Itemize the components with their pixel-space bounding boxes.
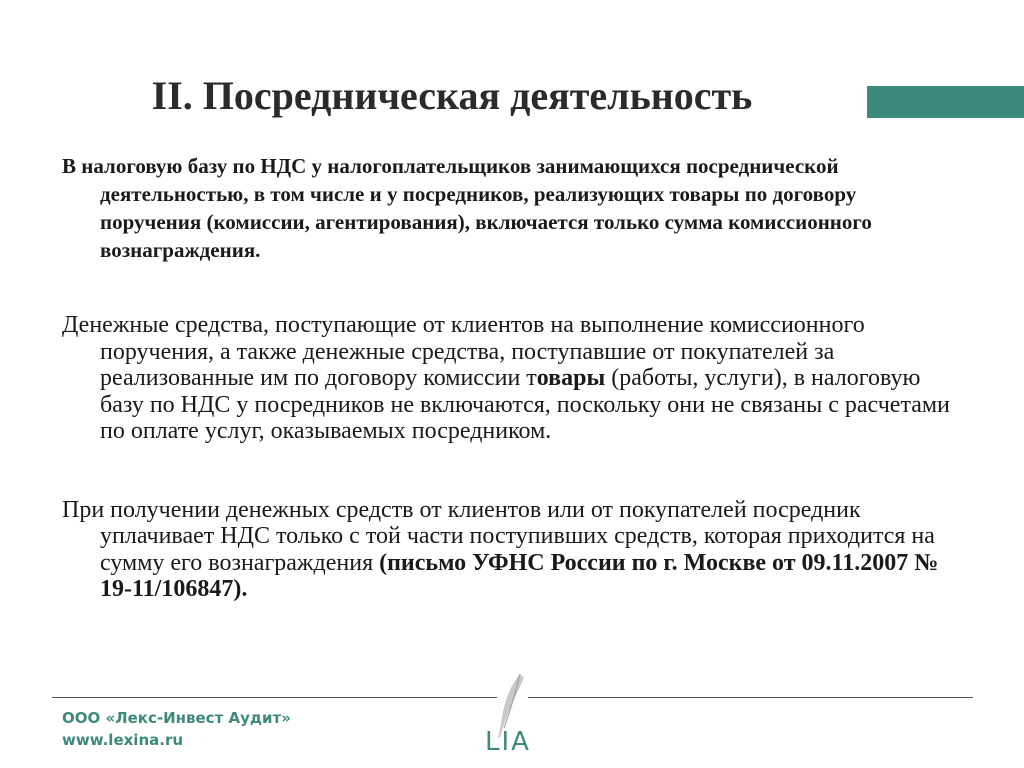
title-accent-bar (867, 86, 1024, 118)
lia-logo-text: LIA (485, 727, 531, 757)
footer-company-block (62, 707, 291, 751)
footer-company-name: ООО «Лекс-Инвест Аудит» (62, 709, 291, 727)
paragraph-vat-payment-text: При получении денежных средств от клиентов или от покупателей посредник уплачивает НДС только с той части поступивших средств, которая приходится на сумму его вознаграждения (62, 496, 935, 576)
footer-website-link[interactable]: www.lexina.ru (62, 731, 184, 749)
paragraph-funds-excluded-text-a: Денежные средства, поступающие от клиентов на выполнение комиссионного поручения, а также денежные средства, поступавшие от покупателей за реализованные им по договору комиссии т (62, 312, 865, 391)
footer-divider-right (528, 697, 973, 698)
slide-content (62, 152, 962, 603)
slide-title-text: II. Посредническая деятельность (151, 73, 753, 118)
paragraph-funds-excluded-text-b: (работы, услуги), в налоговую базу по НДС у посредников не включаются, поскольку они не связаны с расчетами по оплате услуг, оказываемых посредником. (100, 365, 950, 444)
paragraph-funds-excluded-bold: овары (536, 365, 606, 391)
paragraph-vat-payment (62, 497, 962, 603)
paragraph-vat-payment-reference: (письмо УФНС России по г. Москве от 09.11.2007 № 19-11/106847). (100, 549, 939, 602)
paragraph-tax-base: В налоговую базу по НДС у налогоплательщиков занимающихся посреднической деятельностью, в том числе и у посредников, реализующих товары по договору поручения (комиссии, агентирования), включается только сумма комиссионного вознаграждения. (62, 154, 872, 262)
paragraph-funds-excluded (62, 312, 962, 445)
footer-divider-left (52, 697, 497, 698)
lia-logo (468, 672, 548, 762)
